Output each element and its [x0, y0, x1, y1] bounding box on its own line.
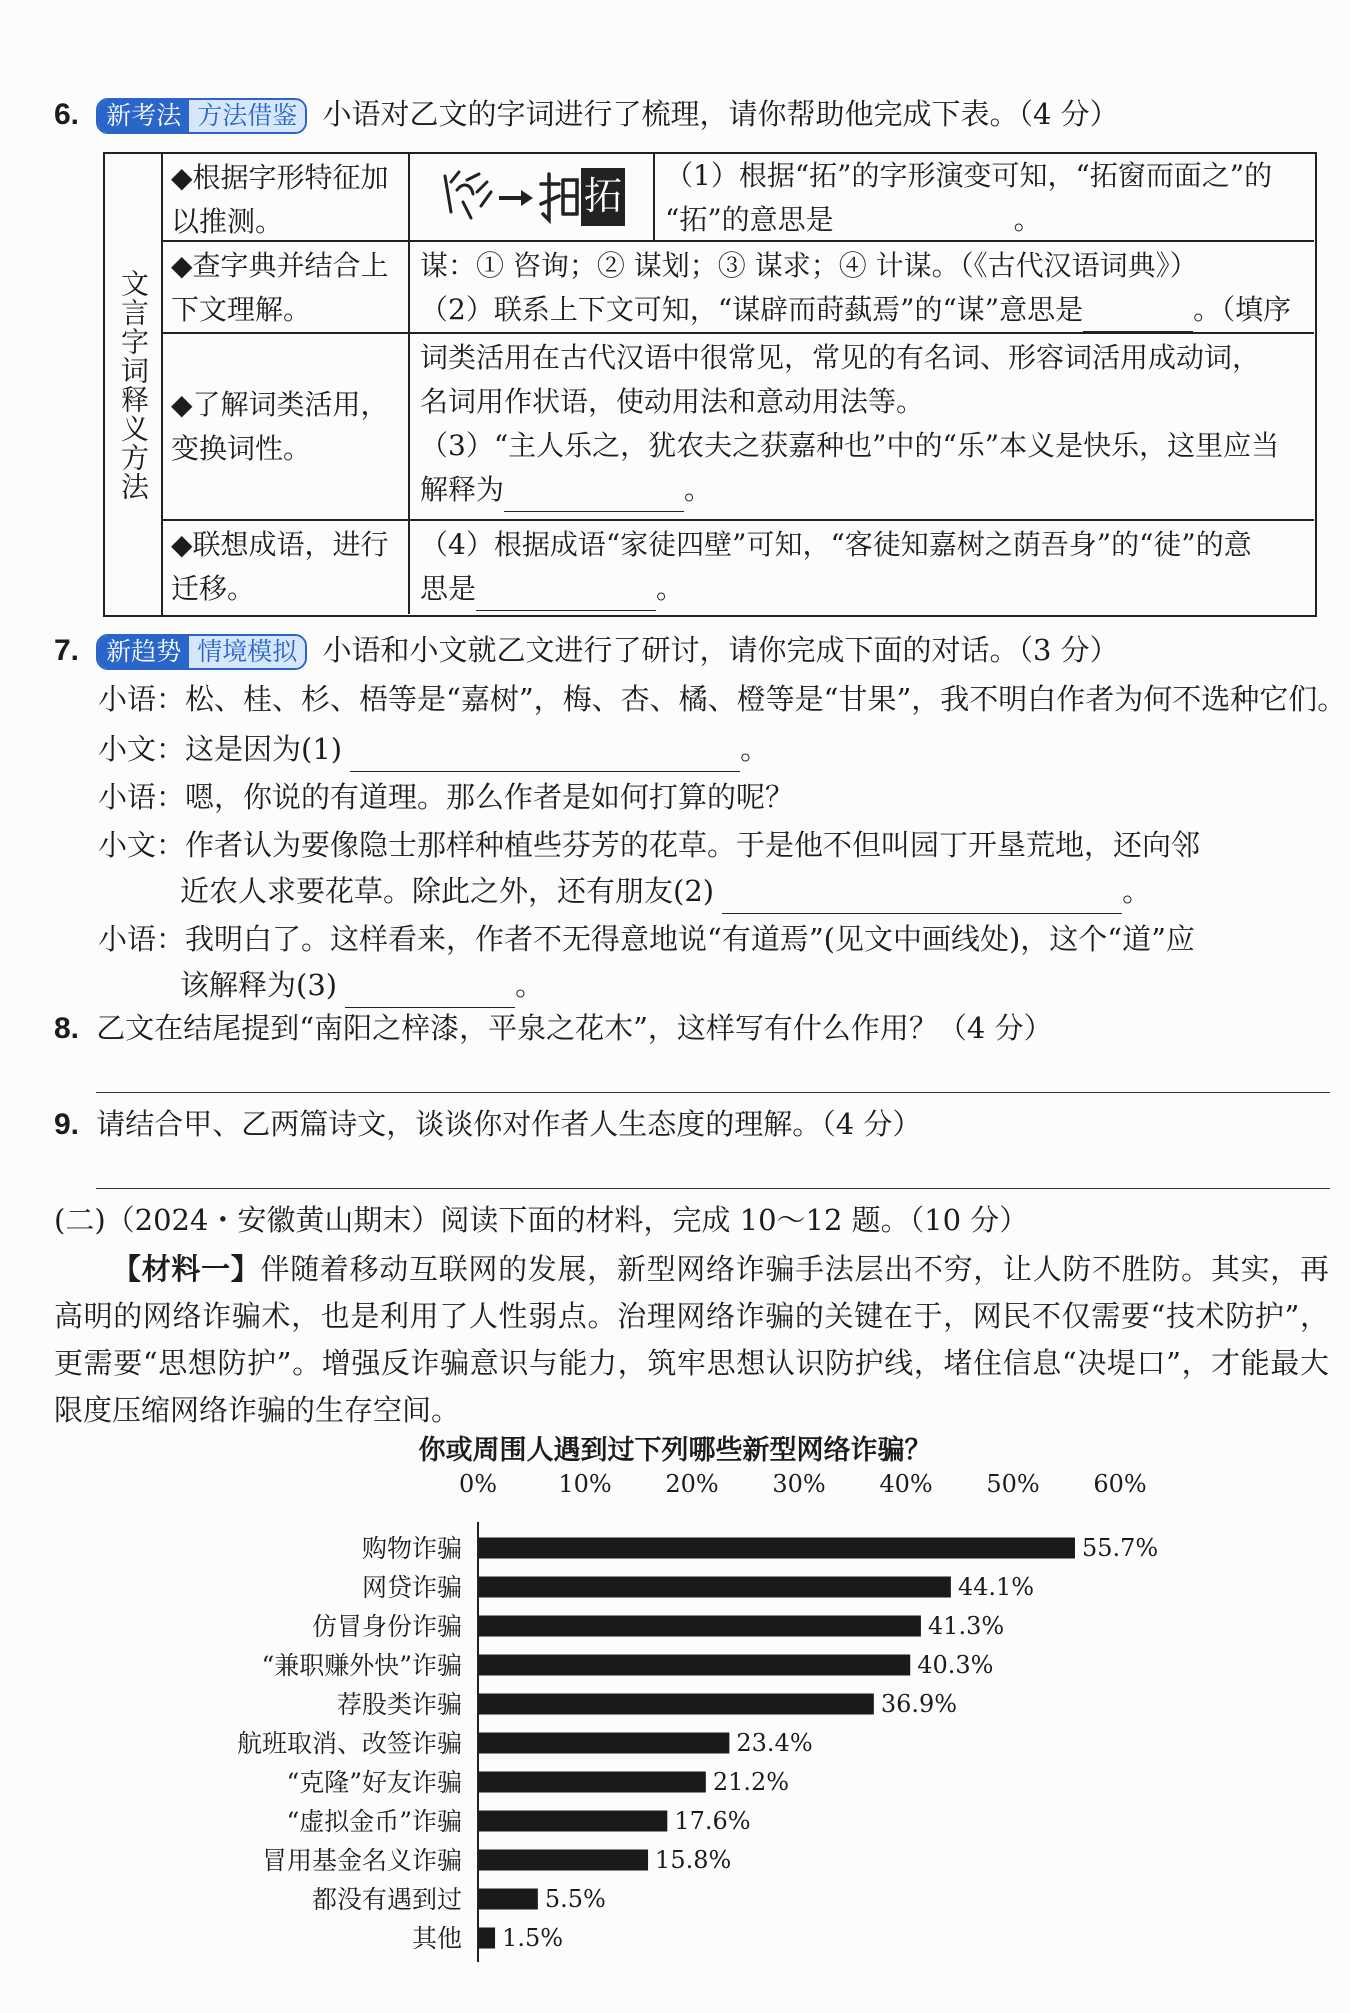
- material-label: 【材料一】: [112, 1252, 261, 1286]
- material-text: 伴随着移动互联网的发展，新型网络诈骗手法层出不穷，让人防不胜防。其实，再高明的网络诈骗术，也是利用了人性弱点。治理网络诈骗的关键在于，网民不仅需要“技术防护”，更需要“思想防护”。增强反诈骗意识与能力，筑牢思想认识防护线，堵住信息“决堤口”，才能最大限度压缩网络诈骗的生存空间。: [54, 1252, 1329, 1427]
- x-tick-label: 40%: [879, 1470, 933, 1498]
- bar: [479, 1811, 667, 1832]
- question-text: 乙文在结尾提到“南阳之梓漆，平泉之花木”，这样写有什么作用？（4 分）: [96, 1011, 1053, 1045]
- question-text: 请结合甲、乙两篇诗文，谈谈你对作者人生态度的理解。（4 分）: [96, 1107, 922, 1141]
- question-number: 7.: [54, 634, 80, 667]
- value-label: 44.1%: [957, 1573, 1035, 1601]
- method-table: [103, 152, 1317, 617]
- category-label: “克隆”好友诈骗: [286, 1768, 462, 1797]
- answer-blank[interactable]: [476, 579, 656, 611]
- bar: [479, 1772, 706, 1793]
- category-label: “虚拟金币”诈骗: [286, 1807, 462, 1836]
- bar: [479, 1928, 495, 1949]
- answer-blank[interactable]: [722, 882, 1122, 914]
- table-method-cell: ◆联想成语，进行迁移。: [163, 521, 410, 614]
- x-tick-label: 0%: [458, 1470, 498, 1498]
- question-text: 小语对乙文的字词进行了梳理，请你帮助他完成下表。（4 分）: [322, 97, 1119, 131]
- question-7: [54, 628, 1320, 673]
- dialog-line: 小语：嗯，你说的有道理。那么作者是如何打算的呢？: [98, 780, 795, 814]
- category-label: 荐股类诈骗: [336, 1690, 462, 1719]
- tag-primary: 新趋势: [98, 636, 189, 668]
- category-label: 冒用基金名义诈骗: [261, 1846, 462, 1875]
- glyph-evolution-icon: [437, 162, 627, 232]
- value-label: 1.5%: [502, 1924, 564, 1952]
- table-answer-cell: 词类活用在古代汉语中很常见，常见的有名词、形容词活用成动词， 名词用作状语，使动用法和意动用法等。 （3）“主人乐之，犹农夫之获嘉种也”中的“乐”本义是快乐，这里应当 解释为 。: [410, 334, 1314, 521]
- category-label: 都没有遇到过: [311, 1885, 462, 1914]
- value-label: 55.7%: [1081, 1534, 1159, 1562]
- tag-secondary: 情境模拟: [189, 636, 305, 668]
- answer-line[interactable]: [96, 1092, 1330, 1093]
- bar: [479, 1733, 729, 1754]
- table-method-cell: ◆了解词类活用，变换词性。: [163, 334, 410, 521]
- question-8: [54, 1006, 1320, 1051]
- table-method-cell: ◆查字典并结合上下文理解。: [163, 242, 410, 334]
- question-6: [54, 92, 1320, 137]
- material-1: [54, 1246, 1329, 1434]
- bar: [479, 1616, 921, 1637]
- tag-secondary: 方法借鉴: [189, 100, 305, 132]
- x-tick-label: 10%: [558, 1470, 612, 1498]
- tag-primary: 新考法: [98, 100, 189, 132]
- category-label: 网贷诈骗: [361, 1573, 462, 1602]
- value-label: 23.4%: [736, 1729, 813, 1757]
- x-tick-label: 60%: [1093, 1470, 1147, 1498]
- category-label: 航班取消、改签诈骗: [236, 1729, 462, 1758]
- question-number: 9.: [54, 1108, 80, 1141]
- bar: [479, 1694, 874, 1715]
- x-tick-label: 20%: [665, 1470, 719, 1498]
- bar-chart: [0, 1470, 1350, 1970]
- value-label: 17.6%: [674, 1807, 751, 1835]
- table-answer-cell: 谋：① 咨询；② 谋划；③ 谋求；④ 计谋。（《古代汉语词典》） （2）联系上下文可知，“谋辟而莳蓺焉”的“谋”意思是 。（填序: [410, 242, 1314, 334]
- question-tag: [96, 98, 307, 134]
- bar: [479, 1538, 1075, 1559]
- answer-blank[interactable]: [1083, 300, 1193, 332]
- dialog-line: 近农人求要花草。除此之外，还有朋友(2) 。: [98, 868, 1151, 914]
- category-label: 其他: [411, 1924, 462, 1953]
- answer-blank[interactable]: [350, 740, 740, 772]
- category-label: 购物诈骗: [361, 1534, 462, 1563]
- x-tick-label: 50%: [986, 1470, 1040, 1498]
- dialog-line: 小文：作者认为要像隐士那样种植些芬芳的花草。于是他不但叫园丁开垦荒地，还向邻: [98, 828, 1201, 862]
- question-9: [54, 1102, 1320, 1147]
- category-label: “兼职赚外快”诈骗: [261, 1651, 462, 1680]
- svg-text:拓: 拓: [583, 174, 622, 218]
- answer-line[interactable]: [96, 1188, 1330, 1189]
- bar: [479, 1655, 910, 1676]
- dialog-line: 小语：我明白了。这样看来，作者不无得意地说“有道焉”(见文中画线处)，这个“道”应: [98, 922, 1195, 956]
- section-heading: (二)（2024・安徽黄山期末）阅读下面的材料，完成 10～12 题。（10 分）: [54, 1203, 1029, 1237]
- table-answer-cell: （4）根据成语“家徒四壁”可知，“客徒知嘉树之荫吾身”的“徒”的意 思是 。: [410, 521, 1314, 614]
- value-label: 21.2%: [712, 1768, 790, 1796]
- bar: [479, 1577, 951, 1598]
- dialog-line: 小文：这是因为(1) 。: [98, 726, 769, 772]
- table-answer-cell: （1）根据“拓”的字形演变可知，“拓窗而面之”的 “拓”的意思是 。: [655, 154, 1314, 242]
- question-text: 小语和小文就乙文进行了研讨，请你完成下面的对话。（3 分）: [322, 633, 1119, 667]
- glyph-evolution: [410, 154, 655, 242]
- value-label: 36.9%: [880, 1690, 958, 1718]
- question-tag: [96, 634, 307, 670]
- table-method-cell: ◆根据字形特征加以推测。: [163, 154, 410, 242]
- bar: [479, 1889, 538, 1910]
- table-side-label: 文言字词释义方法: [105, 154, 163, 615]
- question-number: 8.: [54, 1012, 80, 1045]
- bar: [479, 1850, 648, 1871]
- category-label: 仿冒身份诈骗: [311, 1612, 462, 1641]
- chart-title: 你或周围人遇到过下列哪些新型网络诈骗？: [418, 1435, 932, 1466]
- value-label: 41.3%: [927, 1612, 1005, 1640]
- answer-blank[interactable]: [345, 976, 515, 1008]
- x-tick-label: 30%: [772, 1470, 826, 1498]
- value-label: 5.5%: [544, 1885, 606, 1913]
- answer-blank[interactable]: [834, 210, 1014, 242]
- dialog-line: 小语：松、桂、杉、梧等是“嘉树”，梅、杏、橘、橙等是“甘果”，我不明白作者为何不选种它们。: [98, 682, 1347, 716]
- value-label: 15.8%: [655, 1846, 732, 1874]
- dialog-line: 该解释为(3) 。: [98, 962, 544, 1008]
- question-number: 6.: [54, 98, 80, 131]
- value-label: 40.3%: [917, 1651, 994, 1679]
- answer-blank[interactable]: [504, 480, 684, 512]
